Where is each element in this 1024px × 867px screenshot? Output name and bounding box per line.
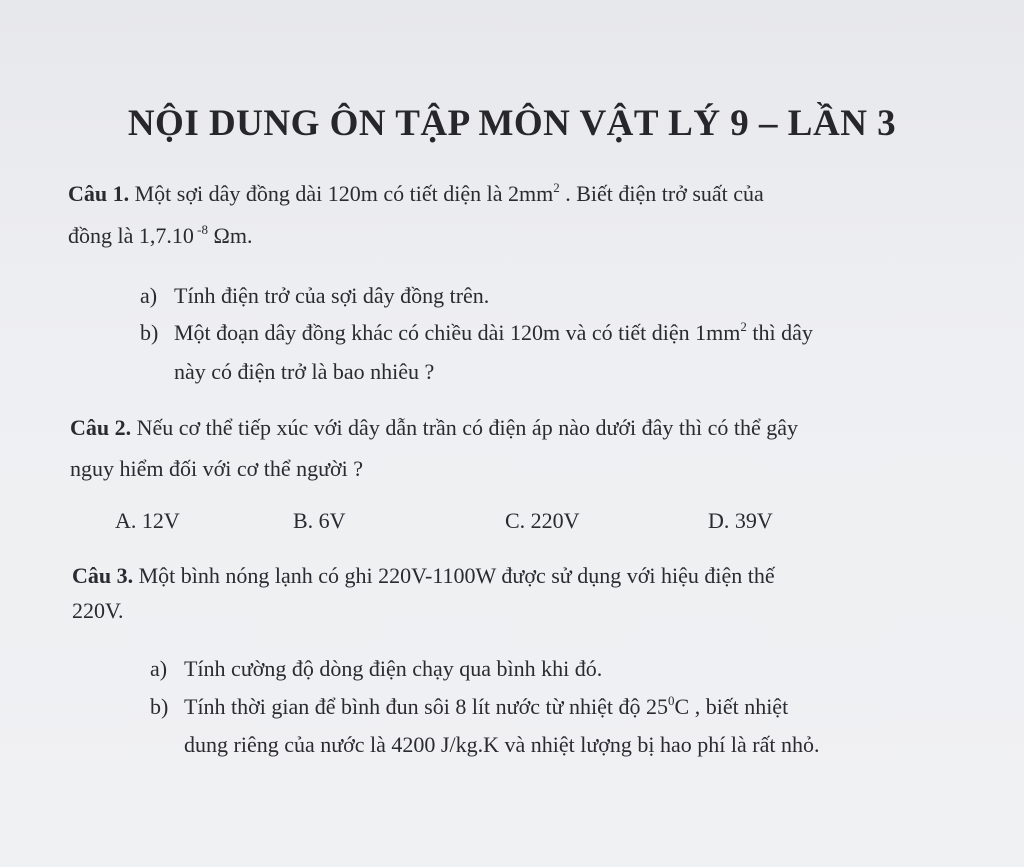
q1-line-1 (68, 181, 764, 207)
q1-tail-1: . Biết điện trở suất của (559, 181, 764, 206)
q2-option-b: B. 6V (293, 508, 346, 533)
q2-option-a: A. 12V (115, 508, 180, 533)
page-title: NỘI DUNG ÔN TẬP MÔN VẬT LÝ 9 – LẦN 3 (127, 103, 897, 144)
q2-text-2: nguy hiểm đối với cơ thể người ? (70, 456, 364, 481)
q1-tail-2: Ωm. (207, 223, 253, 248)
q1-b-sup: 2 (740, 319, 747, 334)
q2-label: Câu 2. (70, 415, 132, 440)
q1-a-label: a) (140, 283, 158, 308)
q3-b-sup: 0 (668, 693, 675, 708)
q2-option-c: C. 220V (505, 508, 580, 533)
q3-a-text: Tính cường độ dòng điện chạy qua bình khi đó. (184, 656, 603, 681)
q2-text-1: Nếu cơ thể tiếp xúc với dây dẫn trần có điện áp nào dưới đây thì có thể gây (131, 415, 799, 440)
q3-b-text-2: dung riêng của nước là 4200 J/kg.K và nhiệt lượng bị hao phí là rất nhỏ. (184, 732, 820, 757)
q1-sup-1: 2 (553, 180, 560, 195)
q3-b-text-1: Tính thời gian để bình đun sôi 8 lít nước từ nhiệt độ 25 (184, 694, 669, 719)
q1-line-2 (68, 223, 252, 249)
q3-part-a (150, 656, 602, 682)
q1-part-b (140, 320, 813, 346)
q3-text-2: 220V. (72, 598, 124, 623)
q3-part-b (150, 694, 788, 720)
q1-text-2: đồng là 1,7.10 (68, 223, 194, 248)
q1-b-tail: thì dây (746, 320, 813, 345)
q1-b-label: b) (140, 320, 159, 345)
q1-part-a (140, 283, 489, 309)
q1-b-text-1: Một đoạn dây đồng khác có chiều dài 120m và có tiết diện 1mm (174, 320, 741, 345)
q3-part-b-cont (184, 732, 820, 758)
q1-a-text: Tính điện trở của sợi dây đồng trên. (174, 283, 490, 308)
q3-line-1 (72, 563, 775, 589)
q2-line-2 (70, 456, 363, 482)
q3-b-label: b) (150, 694, 169, 719)
q1-label: Câu 1. (68, 181, 130, 206)
q3-line-2 (72, 598, 124, 624)
q3-a-label: a) (150, 656, 168, 681)
q2-option-d: D. 39V (708, 508, 773, 533)
q1-part-b-cont (174, 359, 434, 385)
q1-sup-2: -8 (193, 222, 208, 237)
q3-text-1: Một bình nóng lạnh có ghi 220V-1100W được sử dụng với hiệu điện thế (133, 563, 775, 588)
q3-label: Câu 3. (72, 563, 134, 588)
q2-line-1 (70, 415, 798, 441)
q1-text-1: Một sợi dây đồng dài 120m có tiết diện là 2mm (129, 181, 554, 206)
q1-b-text-2: này có điện trở là bao nhiêu ? (174, 359, 435, 384)
q3-b-tail: C , biết nhiệt (674, 694, 789, 719)
